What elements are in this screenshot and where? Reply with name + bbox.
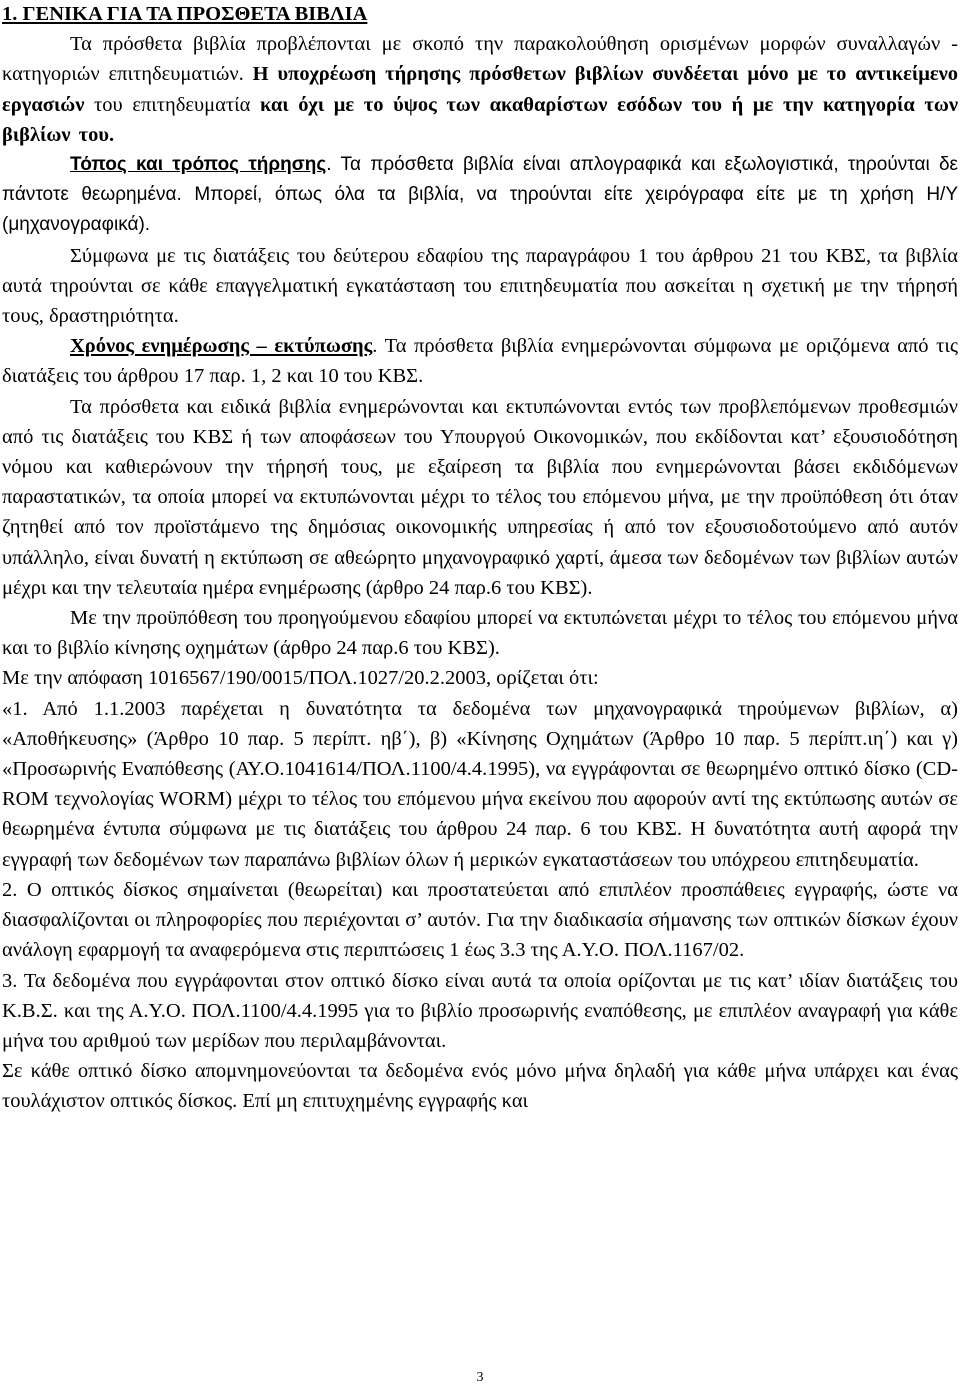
paragraph-place-method <box>2 150 958 241</box>
section-title: 1. ΓΕΝΙΚΑ ΓΙΑ ΤΑ ΠΡΟΣΘΕΤΑ ΒΙΒΛΙΑ <box>2 3 368 25</box>
place-method-text-2: Μπορεί, όπως όλα τα βιβλία, να τηρούνται είτε χειρόγραφα είτε με τη χρήση Η/Υ (μηχανογραφικά). <box>2 184 958 236</box>
heading-dot: . <box>326 154 332 176</box>
paragraph-update-time <box>2 331 958 391</box>
page-number: 3 <box>476 1370 484 1385</box>
paragraph-deadlines: Τα πρόσθετα και ειδικά βιβλία ενημερώνονται και εκτυπώνονται εντός των προβλεπόμενων προθεσμιών από τις διατάξεις του ΚΒΣ ή των αποφάσεων του Υπουργού Οικονομικών, που εκδίδονται κατ’ εξουσιοδότηση νόμου και καθιερώνουν την τήρησή τους, με εξαίρεση τα βιβλία που ενημερώνονται βάσει εκδιδόμενων παραστατικών, τα οποία μπορεί να εκτυπώνονται μέχρι το τέλος του επόμενου μήνα, με την προϋπόθεση ότι όταν ζητηθεί από τον προϊστάμενο της δημόσιας οικονομικής υπηρεσίας ή από τον εξουσιοδοτούμενο από αυτόν υπάλληλο, είναι δυνατή η εκτύπωση σε αθεώρητο μηχανογραφικό χαρτί, άμεσα των δεδομένων των βιβλίων αυτών μέχρι και την τελευταία ημέρα ενημέρωσης (άρθρο 24 παρ.6 του ΚΒΣ). <box>2 395 958 599</box>
paragraph-point-3: 3. Τα δεδομένα που εγγράφονται στον οπτικό δίσκο είναι αυτά τα οποία ορίζονται με τις κατ’ ιδίαν διατάξεις του Κ.Β.Σ. και της Α.Υ.Ο. ΠΟΛ.1100/4.4.1995 για το βιβλίο προσωρινής εναπόθεσης, με επιπλέον αναγραφή για κάθε μήνα του αριθμού των μερίδων που περιλαμβάνονται. <box>2 969 958 1052</box>
update-time-text: . Τα πρόσθετα βιβλία ενημερώνονται σύμφωνα με οριζόμενα από τις διατάξεις του άρθρου 17 παρ. 1, 2 και 10 του ΚΒΣ. <box>2 335 958 388</box>
intro-emphasis-2: και όχι με το ύψος των ακαθαρίστων εσόδων του ή με την κατηγορία των βιβλίων του. <box>2 93 958 146</box>
intro-text-2: του επιτηδευματία <box>84 93 261 116</box>
paragraph-vehicles-book: Με την προϋπόθεση του προηγούμενου εδαφίου μπορεί να εκτυπώνεται μέχρι το τέλος του επόμενου μήνα και το βιβλίο κίνησης οχημάτων (άρθρο 24 παρ.6 του ΚΒΣ). <box>2 607 958 660</box>
heading-update-print: Χρόνος ενημέρωσης – εκτύπωσης <box>70 335 373 358</box>
paragraph-decision: Με την απόφαση 1016567/190/0015/ΠΟΛ.1027/20.2.2003, ορίζεται ότι: <box>2 667 599 690</box>
paragraph-point-1: «1. Από 1.1.2003 παρέχεται η δυνατότητα τα δεδομένα των μηχανογραφικά τηρούμενων βιβλίων, α) «Αποθήκευσης» (Άρθρο 10 παρ. 5 περίπτ. ηβ΄), β) «Κίνησης Οχημάτων (Άρθρο 10 παρ. 5 περίπτ.ιη΄) και γ) «Προσωρινής Εναπόθεσης (ΑΥ.Ο.1041614/ΠΟΛ.1100/4.4.1995), να εγγράφονται σε θεωρημένο οπτικό δίσκο (CD-ROM τεχνολογίας WORM) μέχρι το τέλος του επόμενου μήνα εκείνου που αφορούν αντί της εκτύπωσης αυτών σε θεωρημένα έντυπα σύμφωνα με τις διατάξεις του άρθρου 24 παρ. 6 του ΚΒΣ. Η δυνατότητα αυτή αφορά την εγγραφή των δεδομένων των παραπάνω βιβλίων όλων ή μερικών εγκαταστάσεων του υπόχρεου επιτηδευματία. <box>2 697 958 871</box>
paragraph-point-2: 2. Ο οπτικός δίσκος σημαίνεται (θεωρείται) και προστατεύεται από επιπλέον προσπάθειες εγγραφής, ώστε να διασφαλίζονται οι πληροφορίες που περιέχονται σ’ αυτόν. Για την διαδικασία σήμανσης των οπτικών δίσκων έχουν ανάλογη εφαρμογή τα αναφερόμενα στις περιπτώσεις 1 έως 3.3 της Α.Υ.Ο. ΠΟΛ.1167/02. <box>2 878 958 962</box>
paragraph-optical-disk: Σε κάθε οπτικό δίσκο απομνημονεύονται τα δεδομένα ενός μόνο μήνα δηλαδή για κάθε μήνα υπάρχει και ένας τουλάχιστον οπτικός δίσκος. Επί μη επιτυχημένης εγγραφής και <box>2 1060 958 1113</box>
intro-emphasis: Η υποχρέωση τήρησης πρόσθετων βιβλίων συνδέεται μόνο με το αντικείμενο εργασιών <box>2 63 958 116</box>
place-method-text: Τα πρόσθετα βιβλία είναι απλογραφικά και εξωλογιστικά, τηρούνται δε πάντοτε θεωρημένα. <box>2 154 958 206</box>
intro-text: Τα πρόσθετα βιβλία προβλέπονται με σκοπό την παρακολούθηση ορισμένων μορφών συναλλαγών - κατηγοριών επιτηδευματιών. <box>2 33 958 86</box>
heading-place-method: Τόπος και τρόπος τήρησης <box>70 154 327 176</box>
paragraph-intro <box>2 29 958 150</box>
paragraph-article-21: Σύμφωνα με τις διατάξεις του δεύτερου εδαφίου της παραγράφου 1 του άρθρου 21 του ΚΒΣ, τα βιβλία αυτά τηρούνται σε κάθε επαγγελματική εγκατάσταση του επιτηδευματία που ασκείται η σχετική με την τήρησή τους, δραστηριότητα. <box>2 244 958 328</box>
